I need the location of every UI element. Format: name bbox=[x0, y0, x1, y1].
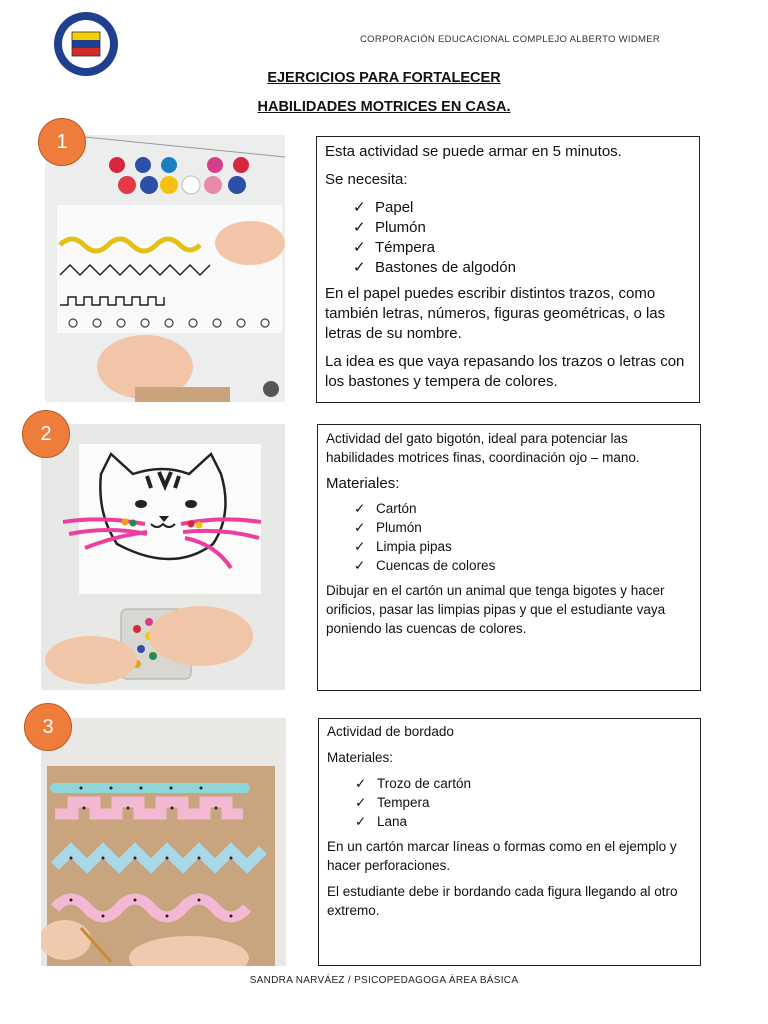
activity-3-description bbox=[318, 718, 701, 966]
list-item: ✓ Limpia pipas bbox=[354, 539, 452, 554]
activity-1-description bbox=[316, 136, 700, 403]
activity-2-description bbox=[317, 424, 701, 691]
activity-3-paragraph: El estudiante debe ir bordando cada figura llegando al otro extremo. bbox=[327, 884, 678, 918]
list-item: ✓ Plumón bbox=[353, 219, 426, 236]
check-icon: ✓ bbox=[354, 558, 366, 573]
check-icon: ✓ bbox=[355, 814, 367, 829]
activity-2-number-badge: 2 bbox=[22, 410, 70, 458]
list-item: ✓ Bastones de algodón bbox=[353, 259, 516, 276]
list-item: ✓ Plumón bbox=[354, 520, 422, 535]
document-title-line-1: EJERCICIOS PARA FORTALECER bbox=[267, 70, 501, 86]
check-icon: ✓ bbox=[355, 776, 367, 791]
list-item: ✓ Lana bbox=[355, 814, 408, 829]
check-icon: ✓ bbox=[353, 199, 366, 216]
list-item: ✓ Témpera bbox=[353, 239, 436, 256]
list-item: ✓ Papel bbox=[353, 199, 414, 216]
activity-3-photo bbox=[41, 718, 286, 966]
document-footer: SANDRA NARVÁEZ / PSICOPEDAGOGA ÁREA BÁSICA bbox=[249, 975, 519, 986]
activity-2-materials-list bbox=[326, 499, 692, 575]
activity-3-materials-heading: Materiales: bbox=[327, 750, 394, 765]
check-icon: ✓ bbox=[354, 520, 366, 535]
activity-1-materials-heading: Se necesita: bbox=[325, 171, 408, 188]
check-icon: ✓ bbox=[354, 539, 366, 554]
check-icon: ✓ bbox=[353, 219, 366, 236]
school-crest-icon bbox=[52, 10, 120, 78]
activity-1-intro: Esta actividad se puede armar en 5 minutos. bbox=[325, 143, 622, 160]
institution-name: CORPORACIÓN EDUCACIONAL COMPLEJO ALBERTO WIDMER bbox=[360, 34, 661, 45]
check-icon: ✓ bbox=[353, 239, 366, 256]
activity-3-number-badge: 3 bbox=[24, 703, 72, 751]
list-item: ✓ Cuencas de colores bbox=[354, 558, 496, 573]
document-title-line-2: HABILIDADES MOTRICES EN CASA. bbox=[257, 99, 511, 115]
activity-2-materials-heading: Materiales: bbox=[326, 475, 400, 492]
activity-1-photo bbox=[45, 135, 285, 402]
activity-2-paragraph: Dibujar en el cartón un animal que tenga bigotes y hacer orificios, pasar las limpias pipas y que el estudiante vaya poniendo las cuencas de colores. bbox=[326, 583, 666, 636]
activity-1-materials-list bbox=[325, 198, 691, 278]
check-icon: ✓ bbox=[353, 259, 366, 276]
list-item: ✓ Cartón bbox=[354, 501, 417, 516]
activity-1-paragraph: En el papel puedes escribir distintos trazos, como también letras, números, figuras geométricas, o las letras de su nombre. bbox=[325, 285, 666, 342]
activity-1-number-badge: 1 bbox=[38, 118, 86, 166]
activity-3-paragraph: En un cartón marcar líneas o formas como en el ejemplo y hacer perforaciones. bbox=[327, 839, 677, 873]
activity-2-intro: Actividad del gato bigotón, ideal para potenciar las habilidades motrices finas, coordinación ojo – mano. bbox=[326, 431, 640, 465]
activity-3-materials-list bbox=[327, 774, 692, 831]
activity-1-paragraph: La idea es que vaya repasando los trazos o letras con los bastones y tempera de colores. bbox=[325, 353, 685, 390]
list-item: ✓ Tempera bbox=[355, 795, 430, 810]
activity-3-intro: Actividad de bordado bbox=[327, 724, 454, 739]
activity-2-photo bbox=[41, 424, 285, 690]
check-icon: ✓ bbox=[354, 501, 366, 516]
check-icon: ✓ bbox=[355, 795, 367, 810]
list-item: ✓ Trozo de cartón bbox=[355, 776, 472, 791]
